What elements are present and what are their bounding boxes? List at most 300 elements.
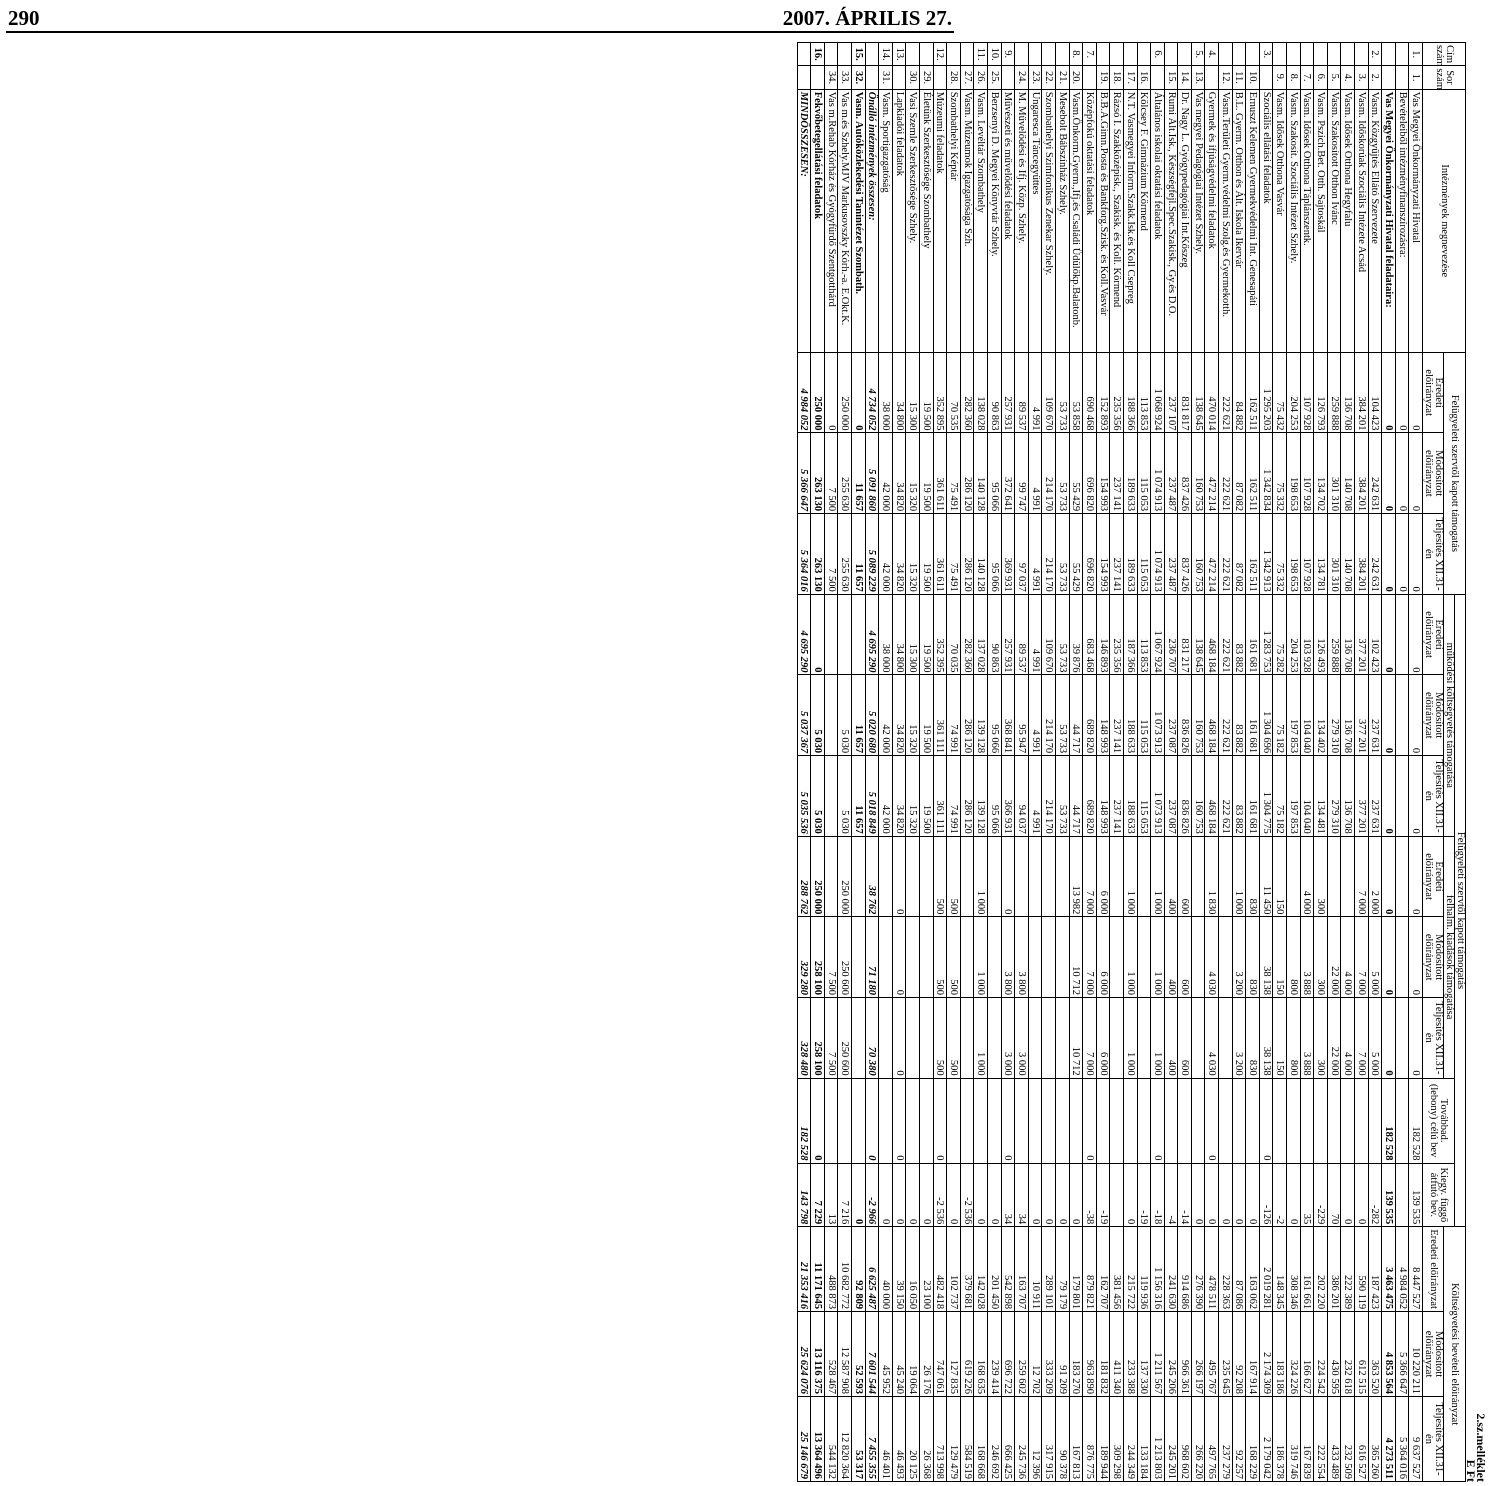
sor-cell: 3. [1355, 66, 1369, 89]
value-cell: 139 128 [974, 756, 988, 837]
value-cell: 53 317 [852, 1397, 866, 1482]
value-cell: 107 928 [1300, 352, 1314, 433]
value-cell: 245 201 [1164, 1397, 1178, 1482]
value-cell: 70 035 [947, 594, 961, 675]
value-cell [960, 1078, 974, 1163]
value-cell: 7 000 [1355, 836, 1369, 917]
value-cell [906, 998, 920, 1079]
sor-cell: 20. [1069, 66, 1083, 89]
value-cell: 3 800 [1015, 917, 1029, 998]
value-cell: 0 [933, 1078, 947, 1163]
value-cell: 89 537 [1015, 594, 1029, 675]
value-cell [1219, 998, 1233, 1079]
value-cell: 470 014 [1205, 352, 1219, 433]
institution-name: Vasi Szemle Szerkesztősége Szhely. [906, 89, 920, 352]
value-cell: 5 030 [838, 675, 852, 756]
table-row [933, 43, 947, 1482]
value-cell: 89 537 [1015, 352, 1029, 433]
value-cell: -4 [1164, 1163, 1178, 1227]
value-cell: -2 [1273, 1163, 1287, 1227]
institution-name: Művészeti és művelődési feladatok [1001, 89, 1015, 352]
value-cell: 1 211 567 [1151, 1312, 1165, 1397]
cim-cell [920, 43, 934, 66]
value-cell [920, 836, 934, 917]
value-cell: 90 863 [988, 594, 1002, 675]
value-cell [1137, 1078, 1151, 1163]
value-cell: 16 050 [906, 1227, 920, 1312]
value-cell: 11 657 [852, 514, 866, 595]
value-cell: 245 206 [1164, 1312, 1178, 1397]
value-cell: 232 618 [1341, 1312, 1355, 1397]
value-cell: 381 456 [1110, 1227, 1124, 1312]
value-cell: 136 708 [1341, 594, 1355, 675]
value-cell: 2 000 [1368, 836, 1382, 917]
value-cell: 45 952 [879, 1312, 893, 1397]
value-cell: 259 888 [1327, 352, 1341, 433]
value-cell: 377 201 [1355, 594, 1369, 675]
value-cell: 500 [947, 836, 961, 917]
value-cell: 136 708 [1341, 756, 1355, 837]
value-cell: 7 000 [1083, 998, 1097, 1079]
value-cell: 75 432 [1273, 352, 1287, 433]
sor-cell: 10. [1246, 66, 1260, 89]
value-cell: 966 361 [1178, 1312, 1192, 1397]
value-cell: 139 535 [1382, 1163, 1396, 1227]
value-cell [1287, 836, 1301, 917]
value-cell: 329 280 [797, 917, 811, 998]
value-cell: 500 [947, 917, 961, 998]
value-cell: 38 138 [1259, 998, 1273, 1079]
value-cell [1395, 594, 1409, 675]
value-cell [838, 594, 852, 675]
value-cell: 3 000 [1015, 998, 1029, 1079]
value-cell [920, 1078, 934, 1163]
value-cell: 224 542 [1314, 1312, 1328, 1397]
value-cell: 0 [988, 1163, 1002, 1227]
cim-cell: 10. [988, 43, 1002, 66]
value-cell: 222 621 [1219, 675, 1233, 756]
value-cell: 0 [1409, 836, 1423, 917]
value-cell: 1 000 [974, 998, 988, 1079]
value-cell: 92 809 [852, 1227, 866, 1312]
value-cell: 0 [824, 352, 838, 433]
value-cell [879, 998, 893, 1079]
value-cell: 126 793 [1314, 352, 1328, 433]
value-cell: 6 625 487 [865, 1227, 879, 1312]
value-cell [1368, 1078, 1382, 1163]
value-cell: 237 141 [1110, 675, 1124, 756]
value-cell: 95 066 [988, 675, 1002, 756]
value-cell: 237 141 [1110, 433, 1124, 514]
value-cell: 0 [1219, 1163, 1233, 1227]
value-cell: 11 657 [852, 756, 866, 837]
value-cell: 328 480 [797, 998, 811, 1079]
value-cell: 0 [1409, 675, 1423, 756]
value-cell: 204 253 [1287, 594, 1301, 675]
institution-name: Vasm. Szakosít. Szociális Intézet Szhely. [1287, 89, 1301, 352]
value-cell: 4 991 [1028, 514, 1042, 595]
value-cell: 160 753 [1191, 433, 1205, 514]
sor-cell: 7. [1300, 66, 1314, 89]
value-cell: 4 984 052 [797, 352, 811, 433]
value-cell [1191, 1078, 1205, 1163]
institution-name: Szombathelyi Képtár [947, 89, 961, 352]
value-cell: 107 928 [1300, 433, 1314, 514]
table-row [920, 43, 934, 1482]
value-cell: 0 [1069, 1163, 1083, 1227]
value-cell: 163 707 [1015, 1227, 1029, 1312]
value-cell [906, 836, 920, 917]
institution-name: Vasm.Önkorm.Gyerm.,Ifj.és Családi Üdülőkp.Balatonb. [1069, 89, 1083, 352]
value-cell: 142 028 [974, 1227, 988, 1312]
value-cell: 113 853 [1137, 352, 1151, 433]
value-cell: 84 882 [1232, 352, 1246, 433]
col-mukodesi: működési költségvetés támogatása [1444, 594, 1455, 836]
value-cell: 300 [1314, 998, 1328, 1079]
value-cell: 20 125 [906, 1397, 920, 1482]
value-cell: 482 418 [933, 1227, 947, 1312]
value-cell: 747 061 [933, 1312, 947, 1397]
value-cell: 148 345 [1273, 1227, 1287, 1312]
sor-cell: 26. [974, 66, 988, 89]
value-cell: 542 898 [1001, 1227, 1015, 1312]
value-cell: 4 030 [1205, 998, 1219, 1079]
value-cell: 222 389 [1341, 1227, 1355, 1312]
value-cell: 161 681 [1246, 594, 1260, 675]
annex-note [1466, 42, 1486, 1482]
value-cell [1110, 998, 1124, 1079]
value-cell: 188 633 [1123, 675, 1137, 756]
value-cell: 148 993 [1096, 675, 1110, 756]
table-row [1287, 43, 1301, 1482]
col-tovabbad: Továbbad. (lebony) célú bev [1423, 1078, 1455, 1163]
value-cell: 187 423 [1368, 1227, 1382, 1312]
value-cell: 19 500 [920, 352, 934, 433]
value-cell: 35 [1300, 1163, 1314, 1227]
value-cell: 257 931 [1001, 594, 1015, 675]
sor-cell: 27. [960, 66, 974, 89]
value-cell: 377 201 [1355, 756, 1369, 837]
value-cell [824, 675, 838, 756]
value-cell: 384 201 [1355, 433, 1369, 514]
value-cell: 4 991 [1028, 352, 1042, 433]
value-cell: 963 890 [1083, 1312, 1097, 1397]
sor-cell: 24. [1015, 66, 1029, 89]
value-cell: 0 [1395, 514, 1409, 595]
value-cell: 166 627 [1300, 1312, 1314, 1397]
value-cell [1055, 917, 1069, 998]
value-cell: 40 000 [879, 1227, 893, 1312]
value-cell: 286 120 [960, 514, 974, 595]
value-cell: 45 240 [892, 1312, 906, 1397]
value-cell [1232, 1078, 1246, 1163]
cim-cell: 5. [1191, 43, 1205, 66]
value-cell: 6 000 [1096, 998, 1110, 1079]
value-cell: 368 841 [1001, 675, 1015, 756]
value-cell [852, 836, 866, 917]
value-cell: 0 [852, 352, 866, 433]
cim-cell [1327, 43, 1341, 66]
value-cell: 319 746 [1287, 1397, 1301, 1482]
value-cell: 11 450 [1259, 836, 1273, 917]
value-cell: 152 893 [1096, 352, 1110, 433]
value-cell: 0 [1205, 1163, 1219, 1227]
value-cell: -2 536 [960, 1163, 974, 1227]
value-cell: 0 [1395, 433, 1409, 514]
value-cell: 75 491 [947, 514, 961, 595]
sor-cell [865, 66, 879, 89]
value-cell: 138 028 [974, 352, 988, 433]
value-cell: 7 500 [824, 433, 838, 514]
value-cell: 837 426 [1178, 514, 1192, 595]
table-row [1273, 43, 1287, 1482]
cim-cell: 1. [1409, 43, 1423, 66]
value-cell: 71 180 [865, 917, 879, 998]
sor-cell: 30. [906, 66, 920, 89]
value-cell: 0 [1151, 1078, 1165, 1163]
value-cell: 241 630 [1164, 1227, 1178, 1312]
value-cell: 263 130 [811, 433, 825, 514]
value-cell: 127 835 [947, 1312, 961, 1397]
sor-cell [1151, 66, 1165, 89]
value-cell: 7 601 544 [865, 1312, 879, 1397]
value-cell: 39 150 [892, 1227, 906, 1312]
value-cell [1219, 836, 1233, 917]
cim-cell [1395, 43, 1409, 66]
value-cell [1219, 1078, 1233, 1163]
value-cell: 365 260 [1368, 1397, 1382, 1482]
sor-cell [797, 66, 811, 89]
value-cell: 137 330 [1137, 1312, 1151, 1397]
institution-name: Vasm. Idősek Otthona Vasvár [1273, 89, 1287, 352]
institution-name: Vas m.Rehab Kórház és Gyógyfürdő Szentgotthárd [824, 89, 838, 352]
value-cell: 113 853 [1137, 594, 1151, 675]
table-row [1409, 43, 1423, 1482]
value-cell: 1 000 [1151, 836, 1165, 917]
value-cell: 34 820 [892, 433, 906, 514]
value-cell [1395, 1163, 1409, 1227]
value-cell [1164, 1078, 1178, 1163]
value-cell: 1 000 [974, 836, 988, 917]
sor-cell: 15. [1164, 66, 1178, 89]
value-cell [1191, 917, 1205, 998]
institution-name: Múzeumi feladatok [933, 89, 947, 352]
table-row [865, 43, 879, 1482]
value-cell: 7 000 [1083, 836, 1097, 917]
value-cell: 139 535 [1409, 1163, 1423, 1227]
institution-name: Életünk Szerkesztősége Szombathely [920, 89, 934, 352]
value-cell [838, 1078, 852, 1163]
value-cell [1395, 756, 1409, 837]
value-cell: 1 067 924 [1151, 594, 1165, 675]
cim-cell [960, 43, 974, 66]
value-cell [852, 998, 866, 1079]
value-cell: 21 353 416 [797, 1227, 811, 1312]
value-cell: 95 066 [988, 756, 1002, 837]
value-cell: 134 702 [1314, 433, 1328, 514]
table-row [811, 43, 825, 1482]
institution-name: Vas Megyei Önkormányzati Hivatal feladataira: [1382, 89, 1396, 352]
value-cell: 161 681 [1246, 675, 1260, 756]
value-cell: 1 000 [1123, 836, 1137, 917]
value-cell: 83 882 [1232, 594, 1246, 675]
value-cell [1123, 1078, 1137, 1163]
value-cell: 75 332 [1273, 433, 1287, 514]
value-cell: 4 853 564 [1382, 1312, 1396, 1397]
value-cell: 0 [1001, 1078, 1015, 1163]
value-cell: 237 279 [1219, 1397, 1233, 1482]
table-row [1314, 43, 1328, 1482]
value-cell: 237 087 [1164, 756, 1178, 837]
value-cell: 495 767 [1205, 1312, 1219, 1397]
table-row [988, 43, 1002, 1482]
value-cell: 70 [1327, 1163, 1341, 1227]
value-cell: 237 631 [1368, 675, 1382, 756]
value-cell: 19 500 [920, 594, 934, 675]
value-cell: 0 [1409, 352, 1423, 433]
value-cell: 9 637 527 [1409, 1397, 1423, 1482]
value-cell [1042, 1078, 1056, 1163]
value-cell: 5 035 536 [797, 756, 811, 837]
value-cell: 137 028 [974, 594, 988, 675]
value-cell: 279 310 [1327, 675, 1341, 756]
value-cell: 478 511 [1205, 1227, 1219, 1312]
sor-cell: 11. [1232, 66, 1246, 89]
value-cell [1069, 1078, 1083, 1163]
value-cell: 468 184 [1205, 756, 1219, 837]
value-cell: 237 141 [1110, 756, 1124, 837]
value-cell: 544 132 [824, 1397, 838, 1482]
value-cell: 600 [1178, 917, 1192, 998]
value-cell: 23 100 [920, 1227, 934, 1312]
value-cell: 4 734 052 [865, 352, 879, 433]
value-cell: 1 068 924 [1151, 352, 1165, 433]
value-cell: 19 500 [920, 514, 934, 595]
sor-cell: 31. [879, 66, 893, 89]
value-cell: 4 273 511 [1382, 1397, 1396, 1482]
sor-cell: 29. [920, 66, 934, 89]
value-cell: 300 [1314, 836, 1328, 917]
value-cell: 11 657 [852, 675, 866, 756]
value-cell: 162 707 [1096, 1227, 1110, 1312]
cim-cell: 15. [852, 43, 866, 66]
value-cell: 109 670 [1042, 352, 1056, 433]
value-cell: 160 753 [1191, 514, 1205, 595]
value-cell [1341, 1078, 1355, 1163]
value-cell: 53 733 [1055, 514, 1069, 595]
value-cell: 361 611 [933, 514, 947, 595]
cim-cell: 7. [1083, 43, 1097, 66]
value-cell [1273, 1078, 1287, 1163]
value-cell: 115 053 [1137, 514, 1151, 595]
value-cell: 361 611 [933, 433, 947, 514]
value-cell: 4 984 052 [1395, 1227, 1409, 1312]
value-cell: 167 839 [1300, 1397, 1314, 1482]
table-row [1395, 43, 1409, 1482]
value-cell: 830 [1246, 917, 1260, 998]
value-cell: 288 762 [797, 836, 811, 917]
value-cell [824, 1078, 838, 1163]
table-row [1300, 43, 1314, 1482]
value-cell: 245 736 [1015, 1397, 1029, 1482]
value-cell: 400 [1164, 917, 1178, 998]
value-cell: 222 621 [1219, 352, 1233, 433]
value-cell [1137, 998, 1151, 1079]
value-cell: 0 [1205, 1078, 1219, 1163]
value-cell: 0 [1123, 1163, 1137, 1227]
cim-cell [1287, 43, 1301, 66]
value-cell: 1 073 913 [1151, 756, 1165, 837]
table-row [947, 43, 961, 1482]
value-cell: -229 [1314, 1163, 1328, 1227]
value-cell [1314, 1078, 1328, 1163]
sor-cell: 9. [1273, 66, 1287, 89]
value-cell: 600 [1178, 836, 1192, 917]
annex-label: 2.sz.melléklet [1474, 1413, 1488, 1482]
value-cell [920, 998, 934, 1079]
value-cell: 140 128 [974, 433, 988, 514]
table-row [960, 43, 974, 1482]
cim-cell [838, 43, 852, 66]
value-cell: 0 [1382, 917, 1396, 998]
value-cell: 5 000 [1368, 998, 1382, 1079]
value-cell: 0 [947, 1163, 961, 1227]
value-cell: 4 000 [1341, 998, 1355, 1079]
value-cell [1327, 836, 1341, 917]
sor-cell: 23. [1028, 66, 1042, 89]
sor-cell: 17. [1123, 66, 1137, 89]
cim-cell [1219, 43, 1233, 66]
institution-name: Ungaresca Táncegyüttes [1028, 89, 1042, 352]
value-cell: 352 395 [933, 594, 947, 675]
value-cell: 690 468 [1083, 352, 1097, 433]
value-cell: 500 [933, 917, 947, 998]
value-cell [960, 836, 974, 917]
value-cell: 154 993 [1096, 433, 1110, 514]
value-cell: 183 270 [1069, 1312, 1083, 1397]
value-cell: 689 820 [1083, 756, 1097, 837]
value-cell: 1 830 [1205, 836, 1219, 917]
budget-table [797, 42, 1466, 1482]
institution-name: Szociális ellátási feladatok [1259, 89, 1273, 352]
value-cell: 713 998 [933, 1397, 947, 1482]
value-cell: 250 000 [838, 836, 852, 917]
cim-cell [1055, 43, 1069, 66]
value-cell: 3 200 [1232, 998, 1246, 1079]
value-cell: 7 455 355 [865, 1397, 879, 1482]
value-cell: 333 209 [1042, 1312, 1056, 1397]
value-cell: 15 320 [906, 756, 920, 837]
value-cell [1042, 998, 1056, 1079]
value-cell: 2 179 042 [1259, 1397, 1273, 1482]
value-cell: 237 487 [1164, 433, 1178, 514]
cim-cell: 6. [1151, 43, 1165, 66]
value-cell: 0 [1232, 1163, 1246, 1227]
cim-cell: 2. [1368, 43, 1382, 66]
value-cell: 6 000 [1096, 917, 1110, 998]
table-row [1341, 43, 1355, 1482]
value-cell: 7 500 [824, 917, 838, 998]
institution-name: Rázsó I. Szakközépisk., Szakisk. és Koll. Körmend [1110, 89, 1124, 352]
value-cell: 250 600 [838, 998, 852, 1079]
value-cell: 42 000 [879, 514, 893, 595]
value-cell: 75 282 [1273, 594, 1287, 675]
value-cell: 136 708 [1341, 352, 1355, 433]
cim-cell [1123, 43, 1137, 66]
value-cell: 232 509 [1341, 1397, 1355, 1482]
cim-cell [1164, 43, 1178, 66]
col-cim: Cím szám [1423, 43, 1466, 66]
